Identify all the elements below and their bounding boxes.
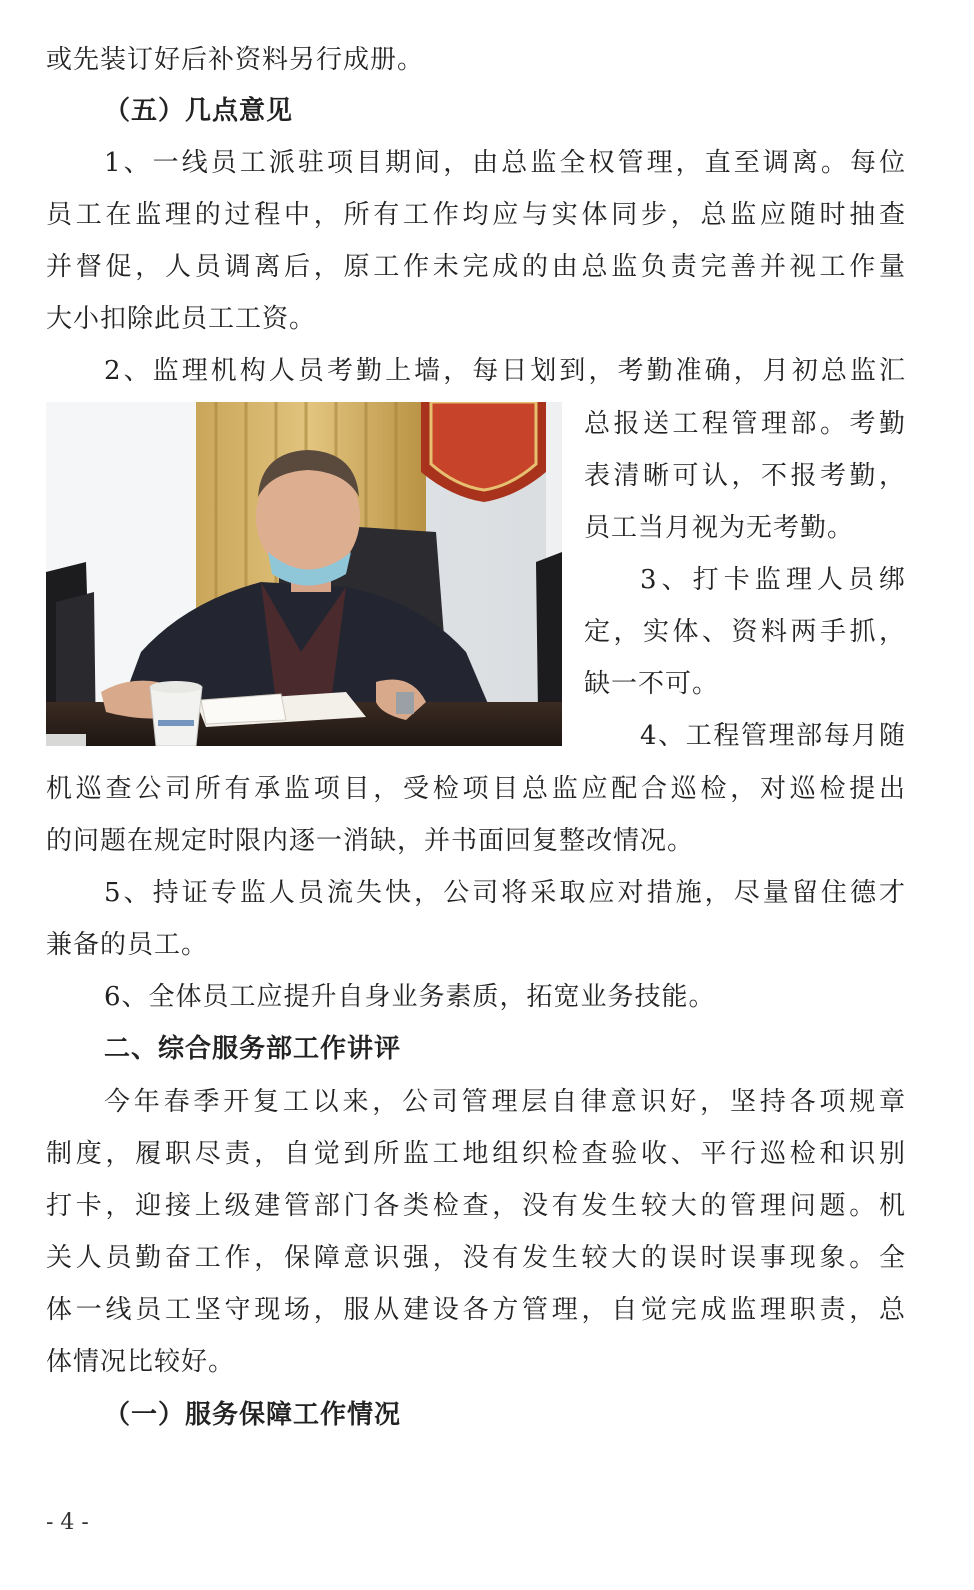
text-line: 3、打卡监理人员绑 bbox=[640, 565, 906, 595]
text-line: 员工当月视为无考勤。 bbox=[584, 513, 855, 543]
text-line: 总报送工程管理部。考勤 bbox=[584, 409, 906, 439]
text-line: 制度，履职尽责，自觉到所监工地组织检查验收、平行巡检和识别 bbox=[46, 1139, 906, 1169]
section-heading: （五）几点意见 bbox=[104, 96, 294, 126]
text-line: 6、全体员工应提升自身业务素质，拓宽业务技能。 bbox=[104, 982, 716, 1012]
text-line: 并督促，人员调离后，原工作未完成的由总监负责完善并视工作量 bbox=[46, 252, 906, 282]
page-number: - 4 - bbox=[46, 1510, 89, 1535]
text-line: 的问题在规定时限内逐一消缺，并书面回复整改情况。 bbox=[46, 826, 695, 856]
text-line: 4、工程管理部每月随 bbox=[640, 721, 906, 751]
text-line: 体情况比较好。 bbox=[46, 1347, 236, 1377]
text-line: 机巡查公司所有承监项目，受检项目总监应配合巡检，对巡检提出 bbox=[46, 774, 906, 804]
text-line: 关人员勤奋工作，保障意识强，没有发生较大的误时误事现象。全 bbox=[46, 1243, 906, 1273]
section-heading: 二、综合服务部工作讲评 bbox=[104, 1034, 402, 1064]
text-line: 定，实体、资料两手抓， bbox=[584, 617, 906, 647]
text-line: 员工在监理的过程中，所有工作均应与实体同步，总监应随时抽查 bbox=[46, 200, 906, 230]
text-line: 今年春季开复工以来，公司管理层自律意识好，坚持各项规章 bbox=[104, 1087, 906, 1117]
text-line: 或先装订好后补资料另行成册。 bbox=[46, 45, 425, 75]
text-line: 兼备的员工。 bbox=[46, 930, 209, 960]
text-line: 大小扣除此员工工资。 bbox=[46, 304, 317, 334]
section-heading: （一）服务保障工作情况 bbox=[104, 1400, 402, 1430]
text-line: 体一线员工坚守现场，服从建设各方管理，自觉完成监理职责，总 bbox=[46, 1295, 906, 1325]
text-line: 缺一不可。 bbox=[584, 669, 720, 699]
text-line: 5、持证专监人员流失快，公司将采取应对措施，尽量留住德才 bbox=[104, 878, 906, 908]
text-line: 打卡，迎接上级建管部门各类检查，没有发生较大的管理问题。机 bbox=[46, 1191, 906, 1221]
meeting-photo bbox=[46, 402, 562, 746]
text-line: 1、一线员工派驻项目期间，由总监全权管理，直至调离。每位 bbox=[104, 148, 906, 178]
text-line: 表清晰可认，不报考勤， bbox=[584, 461, 906, 491]
text-line: 2、监理机构人员考勤上墙，每日划到，考勤准确，月初总监汇 bbox=[104, 356, 906, 386]
